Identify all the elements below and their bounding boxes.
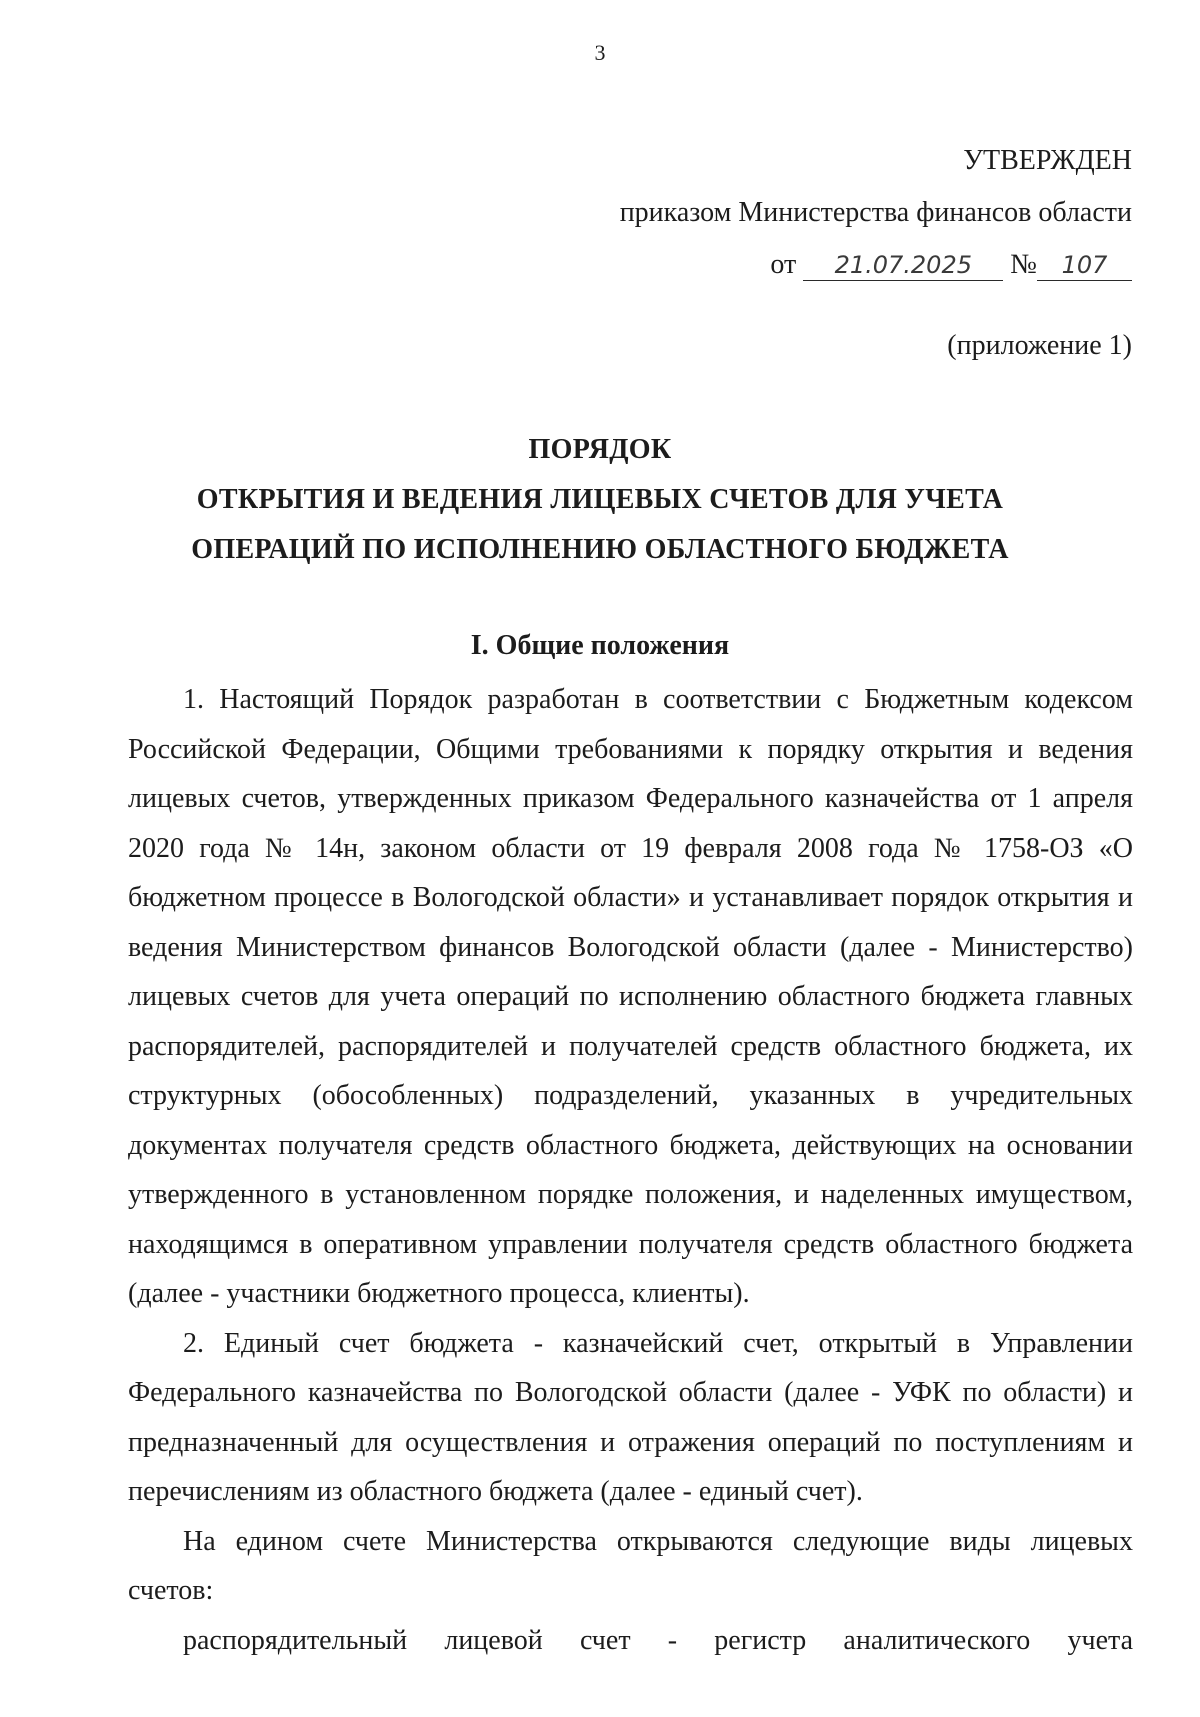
approval-date: 21.07.2025 — [803, 250, 1003, 281]
approval-date-number-line — [620, 239, 1132, 291]
word: распорядительный — [183, 1624, 408, 1656]
word: аналитического — [843, 1624, 1031, 1656]
approval-order-text: приказом Министерства финансов области — [619, 197, 1132, 228]
title-line-2: ОТКРЫТИЯ И ВЕДЕНИЯ ЛИЦЕВЫХ СЧЕТОВ ДЛЯ УЧЕТА — [196, 484, 1004, 515]
paragraph-4-first-line — [128, 1616, 1133, 1666]
word: - — [667, 1624, 678, 1656]
paragraph-1: 1. Настоящий Порядок разработан в соответствии с Бюджетным кодексом Российской Федерации, Общими требованиями к порядку открытия и ведения лицевых счетов, утвержденных приказом Федерального казначейства от 1 апреля 2020 года № 14н, законом области от 19 февраля 2008 года № 1758-ОЗ «О бюджетном процессе в Вологодской области» и устанавливает порядок открытия и ведения Министерством финансов Вологодской области (далее - Министерство) лицевых счетов для учета операций по исполнению областного бюджета главных распорядителей, распорядителей и получателей средств областного бюджета, их структурных (обособленных) подразделений, указанных в учредительных документах получателя средств областного бюджета, действующих на основании утвержденного в установленном порядке положения, и наделенных имуществом, находящимся в оперативном управлении получателя средств областного бюджета (далее - участники бюджетного процесса, клиенты). — [128, 684, 1133, 1309]
appendix-label: (приложение 1) — [947, 330, 1132, 361]
title-line-1: ПОРЯДОК — [528, 434, 672, 465]
word: учета — [1067, 1624, 1133, 1656]
from-label: от — [770, 249, 797, 280]
section-heading: I. Общие положения — [470, 630, 730, 661]
approval-number: 107 — [1037, 250, 1132, 281]
page-number: 3 — [594, 40, 606, 65]
document-body — [128, 675, 1133, 1665]
word: регистр — [714, 1624, 807, 1656]
paragraph-3: На едином счете Министерства открываются следующие виды лицевых счетов: — [128, 1525, 1133, 1606]
title-line-3: ОПЕРАЦИЙ ПО ИСПОЛНЕНИЮ ОБЛАСТНОГО БЮДЖЕТА — [191, 534, 1009, 565]
paragraph-2: 2. Единый счет бюджета - казначейский счет, открытый в Управлении Федерального казначейства по Вологодской области (далее - УФК по области) и предназначенный для осуществления и отражения операций по поступлениям и перечислениям из областного бюджета (далее - единый счет). — [128, 1327, 1133, 1507]
approval-title: УТВЕРЖДЕН — [963, 145, 1132, 176]
approval-stamp — [620, 135, 1132, 291]
number-label: № — [1010, 249, 1037, 280]
word: счет — [579, 1624, 631, 1656]
word: лицевой — [444, 1624, 543, 1656]
document-title — [0, 425, 1200, 575]
